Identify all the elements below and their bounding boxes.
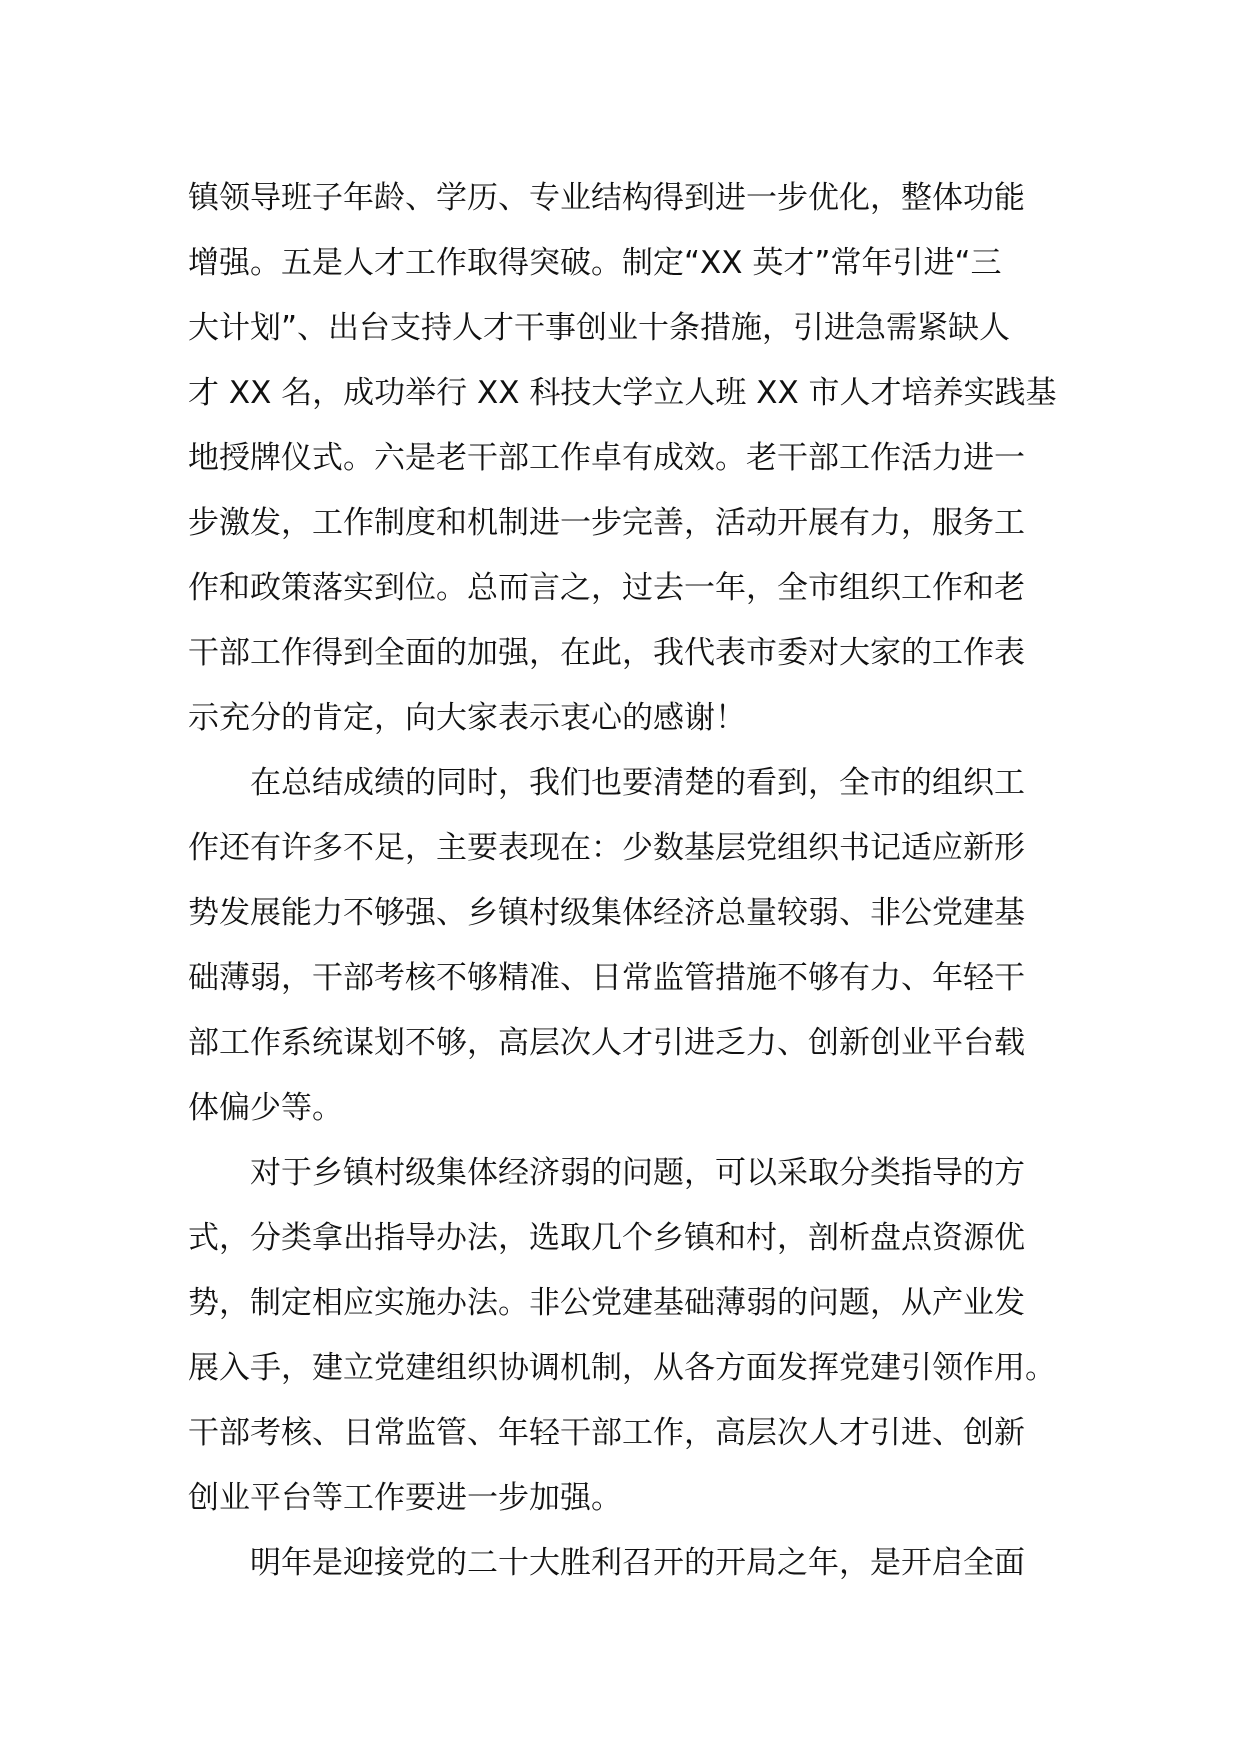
text-line: 对于乡镇村级集体经济弱的问题，可以采取分类指导的方 xyxy=(250,1155,1025,1191)
text-line: 础薄弱，干部考核不够精准、日常监管措施不够有力、年轻干 xyxy=(188,960,1025,996)
text-line: 势发展能力不够强、乡镇村级集体经济总量较弱、非公党建基 xyxy=(188,895,1025,931)
text-line: 镇领导班子年龄、学历、专业结构得到进一步优化，整体功能 xyxy=(188,180,1025,216)
paragraph-solutions xyxy=(188,1141,1068,1531)
text-line: 创业平台等工作要进一步加强。 xyxy=(188,1480,622,1516)
text-line: 增强。五是人才工作取得突破。制定“XX 英才”常年引进“三 xyxy=(188,245,1002,281)
text-line: 式，分类拿出指导办法，选取几个乡镇和村，剖析盘点资源优 xyxy=(188,1220,1025,1256)
text-line: 明年是迎接党的二十大胜利召开的开局之年，是开启全面 xyxy=(250,1545,1025,1581)
text-line: 势，制定相应实施办法。非公党建基础薄弱的问题，从产业发 xyxy=(188,1285,1025,1321)
text-line: 展入手，建立党建组织协调机制，从各方面发挥党建引领作用。 xyxy=(188,1350,1056,1386)
text-line: 地授牌仪式。六是老干部工作卓有成效。老干部工作活力进一 xyxy=(188,440,1025,476)
text-line: 步激发，工作制度和机制进一步完善，活动开展有力，服务工 xyxy=(188,505,1025,541)
text-line: 大计划”、出台支持人才干事创业十条措施，引进急需紧缺人 xyxy=(188,310,1011,346)
text-line: 部工作系统谋划不够，高层次人才引进乏力、创新创业平台载 xyxy=(188,1025,1025,1061)
paragraph-shortcomings xyxy=(188,751,1068,1141)
paragraph-achievements xyxy=(188,166,1068,751)
text-line: 作还有许多不足，主要表现在：少数基层党组织书记适应新形 xyxy=(188,830,1025,866)
text-line: 在总结成绩的同时，我们也要清楚的看到，全市的组织工 xyxy=(250,765,1025,801)
text-line: 作和政策落实到位。总而言之，过去一年，全市组织工作和老 xyxy=(188,570,1025,606)
text-line: 干部考核、日常监管、年轻干部工作，高层次人才引进、创新 xyxy=(188,1415,1025,1451)
text-line: 才 XX 名，成功举行 XX 科技大学立人班 XX 市人才培养实践基 xyxy=(188,375,1057,411)
document-body xyxy=(188,166,1068,1596)
text-line: 示充分的肯定，向大家表示衷心的感谢！ xyxy=(188,700,746,736)
text-line: 体偏少等。 xyxy=(188,1090,343,1126)
text-line: 干部工作得到全面的加强，在此，我代表市委对大家的工作表 xyxy=(188,635,1025,671)
paragraph-next-year xyxy=(188,1531,1068,1596)
